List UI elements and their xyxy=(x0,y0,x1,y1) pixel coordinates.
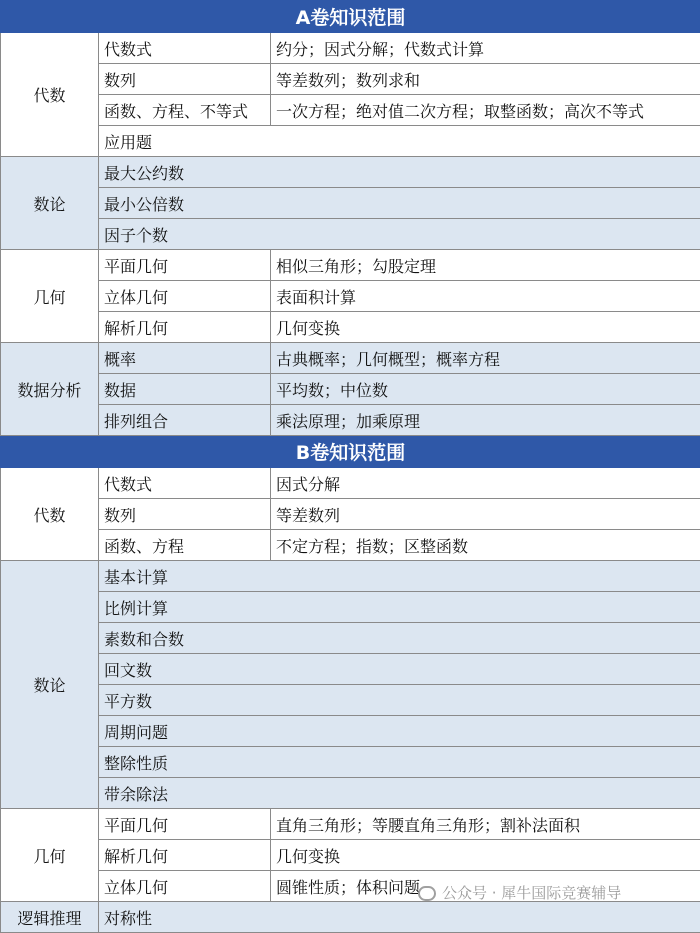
detail-cell: 圆锥性质；体积问题 xyxy=(271,871,700,902)
watermark-text: 公众号 · 犀牛国际竞赛辅导 xyxy=(442,884,621,902)
topic-cell: 最大公约数 xyxy=(99,157,700,188)
category-cell: 几何 xyxy=(1,809,99,902)
detail-cell: 古典概率；几何概型；概率方程 xyxy=(271,343,700,374)
section-title: B卷知识范围 xyxy=(1,436,700,468)
table-row xyxy=(1,312,700,343)
topic-cell: 比例计算 xyxy=(99,592,700,623)
detail-cell: 几何变换 xyxy=(271,840,700,871)
table-row xyxy=(1,33,700,64)
detail-cell: 表面积计算 xyxy=(271,281,700,312)
section-header-row xyxy=(1,436,700,468)
category-cell: 逻辑推理 xyxy=(1,902,99,933)
topic-cell: 数列 xyxy=(99,499,271,530)
table-row xyxy=(1,716,700,747)
category-cell: 数论 xyxy=(1,561,99,809)
table-row xyxy=(1,654,700,685)
section-title: A卷知识范围 xyxy=(1,1,700,33)
topic-cell: 基本计算 xyxy=(99,561,700,592)
topic-cell: 整除性质 xyxy=(99,747,700,778)
topic-cell: 周期问题 xyxy=(99,716,700,747)
detail-cell: 等差数列；数列求和 xyxy=(271,64,700,95)
table-row xyxy=(1,592,700,623)
table-row xyxy=(1,809,700,840)
topic-cell: 函数、方程 xyxy=(99,530,271,561)
topic-cell: 代数式 xyxy=(99,33,271,64)
table-row xyxy=(1,499,700,530)
topic-cell: 最小公倍数 xyxy=(99,188,700,219)
topic-cell: 函数、方程、不等式 xyxy=(99,95,271,126)
detail-cell: 不定方程；指数；区整函数 xyxy=(271,530,700,561)
table-row xyxy=(1,64,700,95)
table-row xyxy=(1,219,700,250)
detail-cell: 等差数列 xyxy=(271,499,700,530)
category-cell: 数论 xyxy=(1,157,99,250)
table-row xyxy=(1,871,700,902)
topic-cell: 对称性 xyxy=(99,902,700,933)
table-row xyxy=(1,250,700,281)
detail-cell: 乘法原理；加乘原理 xyxy=(271,405,700,436)
topic-cell: 解析几何 xyxy=(99,312,271,343)
topic-cell: 素数和合数 xyxy=(99,623,700,654)
table-row xyxy=(1,902,700,933)
table-row xyxy=(1,157,700,188)
table-row xyxy=(1,405,700,436)
table-body xyxy=(1,1,700,933)
table-row xyxy=(1,188,700,219)
detail-cell: 一次方程；绝对值二次方程；取整函数；高次不等式 xyxy=(271,95,700,126)
topic-cell: 立体几何 xyxy=(99,281,271,312)
topic-cell: 平面几何 xyxy=(99,809,271,840)
table-row xyxy=(1,343,700,374)
topic-cell: 带余除法 xyxy=(99,778,700,809)
detail-cell: 直角三角形；等腰直角三角形；割补法面积 xyxy=(271,809,700,840)
table-row xyxy=(1,374,700,405)
table-row xyxy=(1,840,700,871)
topic-cell: 应用题 xyxy=(99,126,700,157)
table-row xyxy=(1,561,700,592)
table-row xyxy=(1,747,700,778)
table-row xyxy=(1,530,700,561)
topic-cell: 因子个数 xyxy=(99,219,700,250)
table-row xyxy=(1,778,700,809)
topic-cell: 立体几何 xyxy=(99,871,271,902)
section-header-row xyxy=(1,1,700,33)
detail-cell: 相似三角形；勾股定理 xyxy=(271,250,700,281)
table-row xyxy=(1,685,700,716)
detail-cell: 因式分解 xyxy=(271,468,700,499)
table-row xyxy=(1,95,700,126)
topic-cell: 数列 xyxy=(99,64,271,95)
detail-cell: 平均数；中位数 xyxy=(271,374,700,405)
topic-cell: 概率 xyxy=(99,343,271,374)
detail-cell: 约分；因式分解；代数式计算 xyxy=(271,33,700,64)
table-row xyxy=(1,468,700,499)
topic-cell: 平方数 xyxy=(99,685,700,716)
topic-cell: 排列组合 xyxy=(99,405,271,436)
category-cell: 数据分析 xyxy=(1,343,99,436)
topic-cell: 数据 xyxy=(99,374,271,405)
topic-cell: 代数式 xyxy=(99,468,271,499)
topic-cell: 回文数 xyxy=(99,654,700,685)
table-row xyxy=(1,281,700,312)
topic-cell: 平面几何 xyxy=(99,250,271,281)
topic-cell: 解析几何 xyxy=(99,840,271,871)
detail-cell: 几何变换 xyxy=(271,312,700,343)
table-row xyxy=(1,623,700,654)
category-cell: 代数 xyxy=(1,33,99,157)
category-cell: 代数 xyxy=(1,468,99,561)
table-row xyxy=(1,126,700,157)
category-cell: 几何 xyxy=(1,250,99,343)
